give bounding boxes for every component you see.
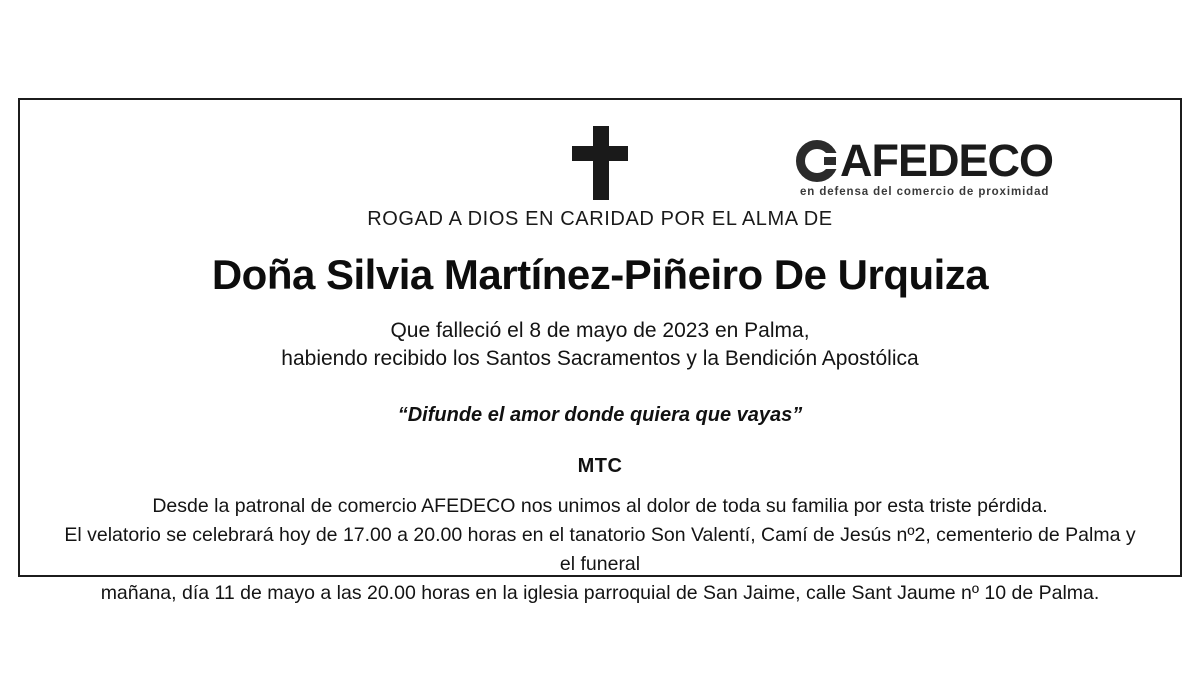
message-line-3: mañana, día 11 de mayo a las 20.00 horas en la iglesia parroquial de San Jaime, calle Sant Jaume nº 10 de Palma. xyxy=(100,582,1100,605)
death-details xyxy=(60,317,1140,374)
death-line-2: habiendo recibido los Santos Sacramentos y la Bendición Apostólica xyxy=(281,347,919,371)
signature-initials: MTC xyxy=(577,454,623,477)
message-line-1: Desde la patronal de comercio AFEDECO nos unimos al dolor de toda su familia por esta triste pérdida. xyxy=(152,494,1048,517)
afedeco-logo-wordmark: AFEDECO xyxy=(840,135,1054,186)
notice-heading: ROGAD A DIOS EN CARIDAD POR EL ALMA DE xyxy=(367,208,833,230)
afedeco-circle-icon xyxy=(796,140,838,182)
notice-body xyxy=(60,208,1140,609)
afedeco-logo-tagline: en defensa del comercio de proximidad xyxy=(800,186,1050,198)
cross-horizontal-bar xyxy=(572,146,628,161)
cross-vertical-bar xyxy=(593,126,609,200)
message-line-2: El velatorio se celebrará hoy de 17.00 a 20.00 horas en el tanatorio Son Valentí, Camí de Jesús nº2, cementerio de Palma y el funeral xyxy=(64,523,1136,576)
obituary-notice-card xyxy=(18,98,1182,605)
logo-tick-shape xyxy=(824,157,836,165)
memorial-quote: “Difunde el amor donde quiera que vayas” xyxy=(397,403,803,426)
afedeco-logo xyxy=(796,135,1126,198)
cross-icon xyxy=(572,126,628,200)
notice-header xyxy=(60,116,1140,202)
afedeco-logo-main xyxy=(796,135,1126,186)
deceased-name: Doña Silvia Martínez-Piñeiro De Urquiza xyxy=(211,251,989,298)
notice-content xyxy=(20,100,1180,605)
death-line-1: Que falleció el 8 de mayo de 2023 en Palma, xyxy=(390,319,810,342)
condolence-message xyxy=(60,492,1140,609)
